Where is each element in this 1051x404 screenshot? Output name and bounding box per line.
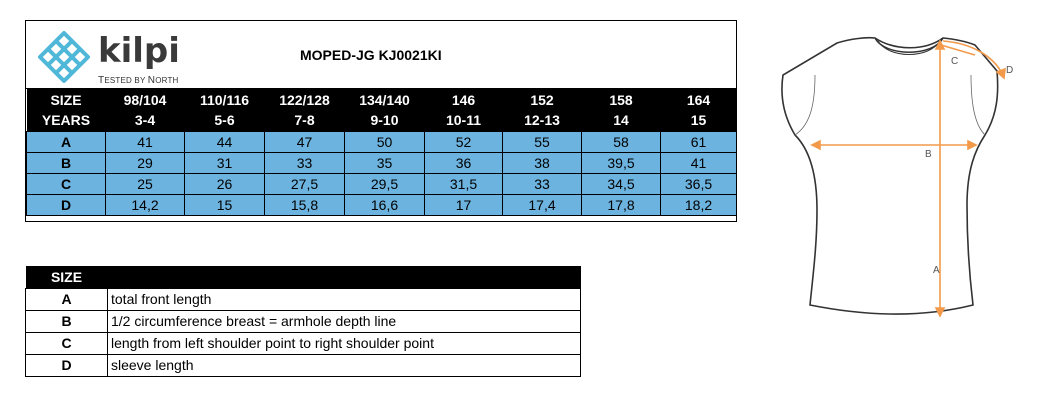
table-cell: 17,8 (582, 194, 661, 215)
years-cell: 7-8 (265, 110, 345, 131)
table-cell: 29 (106, 152, 185, 173)
size-header-row (27, 89, 737, 110)
table-cell: 25 (106, 173, 185, 194)
legend-code: D (26, 354, 108, 376)
years-cell: 10-11 (425, 110, 503, 131)
years-cell: 5-6 (185, 110, 265, 131)
table-cell: 36,5 (661, 173, 737, 194)
table-cell: 31 (185, 152, 265, 173)
size-cell: 98/104 (106, 89, 185, 110)
table-cell: 35 (345, 152, 425, 173)
table-cell: 31,5 (425, 173, 503, 194)
years-header-row (27, 110, 737, 131)
table-cell: 33 (265, 152, 345, 173)
table-row (27, 194, 737, 215)
table-cell: 61 (661, 131, 737, 152)
tshirt-measurement-diagram (775, 35, 1025, 325)
table-cell: 58 (582, 131, 661, 152)
size-cell: 152 (503, 89, 582, 110)
table-cell: 50 (345, 131, 425, 152)
table-cell: 39,5 (582, 152, 661, 173)
table-cell: 15 (185, 194, 265, 215)
kilpi-logo (34, 27, 204, 87)
tshirt-outline (782, 38, 998, 314)
table-cell: 14,2 (106, 194, 185, 215)
table-cell: 47 (265, 131, 345, 152)
table-row (27, 152, 737, 173)
measurement-legend-table (25, 266, 581, 377)
size-cell: 158 (582, 89, 661, 110)
table-cell: 38 (503, 152, 582, 173)
size-cell: 164 (661, 89, 737, 110)
table-cell: 18,2 (661, 194, 737, 215)
table-cell: 34,5 (582, 173, 661, 194)
table-cell: 41 (106, 131, 185, 152)
table-cell: 17,4 (503, 194, 582, 215)
table-cell: 44 (185, 131, 265, 152)
size-chart-table (25, 20, 737, 222)
size-cell: 134/140 (345, 89, 425, 110)
legend-description: total front length (108, 288, 581, 310)
legend-header: SIZE (26, 266, 108, 288)
table-cell: 52 (425, 131, 503, 152)
row-label: YEARS (27, 110, 106, 131)
product-title: MOPED-JG KJ0021KI (300, 47, 442, 63)
legend-row (26, 310, 581, 332)
legend-code: A (26, 288, 108, 310)
table-cell: 26 (185, 173, 265, 194)
table-header-box (26, 21, 736, 89)
row-label: SIZE (27, 89, 106, 110)
measurements-grid (26, 89, 737, 216)
years-cell: 12-13 (503, 110, 582, 131)
legend-description: 1/2 circumference breast = armhole depth line (108, 310, 581, 332)
legend-description: length from left shoulder point to right shoulder point (108, 332, 581, 354)
legend-header-row (26, 266, 581, 288)
brand-name: kilpi (98, 31, 180, 71)
row-label: B (27, 152, 106, 173)
legend-row (26, 332, 581, 354)
legend-description: sleeve length (108, 354, 581, 376)
years-cell: 9-10 (345, 110, 425, 131)
table-cell: 33 (503, 173, 582, 194)
legend-row (26, 288, 581, 310)
diagram-label-a: A (933, 265, 940, 276)
table-row (27, 173, 737, 194)
table-cell: 15,8 (265, 194, 345, 215)
diagram-label-c: C (951, 56, 959, 67)
table-cell: 17 (425, 194, 503, 215)
legend-code: B (26, 310, 108, 332)
table-cell: 36 (425, 152, 503, 173)
years-cell: 3-4 (106, 110, 185, 131)
table-row (27, 131, 737, 152)
brand-tagline: TESTED BY NORTH (98, 75, 179, 86)
size-cell: 110/116 (185, 89, 265, 110)
table-cell: 55 (503, 131, 582, 152)
table-cell: 16,6 (345, 194, 425, 215)
table-cell: 27,5 (265, 173, 345, 194)
years-cell: 15 (661, 110, 737, 131)
legend-code: C (26, 332, 108, 354)
row-label: A (27, 131, 106, 152)
legend-row (26, 354, 581, 376)
knot-logo-icon (34, 27, 94, 87)
size-cell: 122/128 (265, 89, 345, 110)
row-label: C (27, 173, 106, 194)
diagram-label-d: D (1006, 65, 1014, 76)
size-cell: 146 (425, 89, 503, 110)
table-cell: 29,5 (345, 173, 425, 194)
years-cell: 14 (582, 110, 661, 131)
row-label: D (27, 194, 106, 215)
table-cell: 41 (661, 152, 737, 173)
diagram-label-b: B (925, 149, 932, 160)
